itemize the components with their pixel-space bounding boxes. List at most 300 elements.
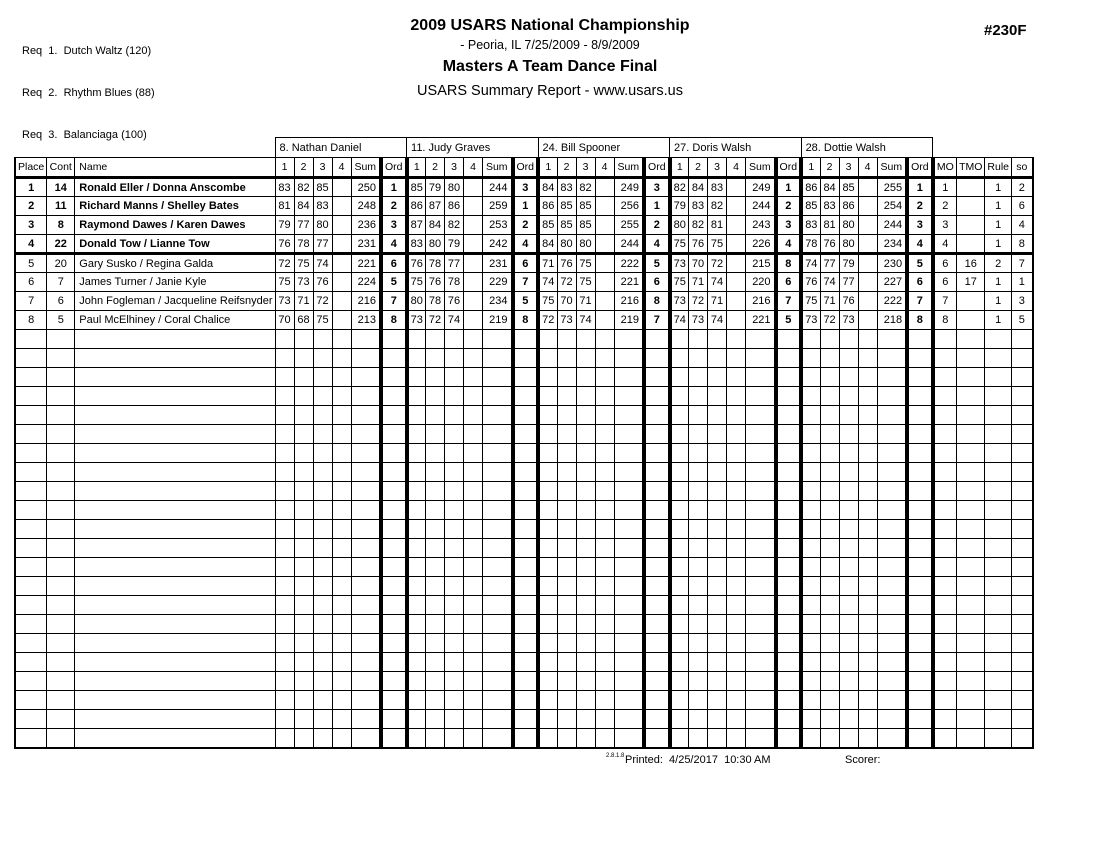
place-cell — [15, 672, 47, 691]
name-cell — [75, 501, 275, 520]
ord-cell: 1 — [513, 197, 539, 216]
score-column-header: 3 — [445, 158, 464, 178]
ord-cell — [776, 406, 802, 425]
score-cell — [464, 178, 483, 197]
ord-cell: 2 — [513, 216, 539, 235]
cont-cell — [47, 672, 75, 691]
score-column-header: 2 — [426, 158, 445, 178]
score-cell — [858, 729, 877, 748]
score-cell — [595, 216, 614, 235]
ord-cell — [381, 425, 407, 444]
judge-row-spacer — [15, 138, 275, 158]
score-cell — [576, 330, 595, 349]
score-cell: 73 — [839, 311, 858, 330]
score-cell: 84 — [538, 178, 557, 197]
score-cell: 80 — [576, 235, 595, 254]
score-cell — [801, 729, 820, 748]
score-cell — [464, 463, 483, 482]
score-cell: 75 — [670, 273, 689, 292]
so-cell: 5 — [1012, 311, 1033, 330]
ord-cell — [381, 558, 407, 577]
score-cell — [858, 710, 877, 729]
sum-cell — [746, 501, 776, 520]
score-cell — [275, 577, 294, 596]
score-cell — [464, 444, 483, 463]
cont-cell — [47, 368, 75, 387]
cont-cell — [47, 501, 75, 520]
tmo-cell — [957, 406, 985, 425]
score-cell — [708, 406, 727, 425]
score-cell: 81 — [708, 216, 727, 235]
empty-row — [15, 463, 1033, 482]
sum-column-header: Sum — [351, 158, 381, 178]
place-cell: 1 — [15, 178, 47, 197]
judge-name-row — [15, 138, 1033, 158]
ord-column-header: Ord — [776, 158, 802, 178]
ord-cell — [513, 349, 539, 368]
score-cell — [689, 425, 708, 444]
sum-cell — [877, 406, 907, 425]
name-cell — [75, 444, 275, 463]
sum-cell — [351, 577, 381, 596]
report-subtitle: USARS Summary Report - www.usars.us — [417, 83, 683, 99]
score-cell — [538, 463, 557, 482]
ord-cell — [776, 387, 802, 406]
score-cell — [557, 387, 576, 406]
sum-cell: 226 — [746, 235, 776, 254]
score-cell — [407, 349, 426, 368]
score-cell: 82 — [445, 216, 464, 235]
score-cell — [464, 216, 483, 235]
cont-cell — [47, 330, 75, 349]
score-cell — [332, 235, 351, 254]
score-cell: 81 — [275, 197, 294, 216]
score-cell — [407, 596, 426, 615]
score-cell — [464, 273, 483, 292]
ord-cell — [776, 330, 802, 349]
ord-cell — [381, 501, 407, 520]
so-cell — [1012, 596, 1033, 615]
so-cell — [1012, 406, 1033, 425]
score-cell — [858, 577, 877, 596]
cont-cell: 8 — [47, 216, 75, 235]
rule-cell — [985, 596, 1012, 615]
score-cell — [313, 444, 332, 463]
empty-row — [15, 653, 1033, 672]
score-cell — [294, 444, 313, 463]
score-cell — [332, 349, 351, 368]
table-row — [15, 292, 1033, 311]
score-cell — [407, 482, 426, 501]
score-cell — [858, 235, 877, 254]
sum-cell — [614, 615, 644, 634]
rule-cell — [985, 539, 1012, 558]
sum-cell — [746, 330, 776, 349]
score-cell — [670, 577, 689, 596]
score-cell — [670, 558, 689, 577]
score-cell — [595, 406, 614, 425]
mo-cell — [933, 368, 957, 387]
score-cell — [727, 425, 746, 444]
ord-cell — [644, 615, 670, 634]
ord-cell — [776, 539, 802, 558]
score-cell — [820, 501, 839, 520]
score-cell — [595, 292, 614, 311]
sum-cell — [877, 387, 907, 406]
score-cell: 83 — [801, 216, 820, 235]
sum-cell: 221 — [614, 273, 644, 292]
cont-cell: 14 — [47, 178, 75, 197]
sum-cell — [351, 330, 381, 349]
score-cell — [464, 710, 483, 729]
sum-cell — [483, 539, 513, 558]
cont-cell — [47, 349, 75, 368]
score-cell — [576, 691, 595, 710]
score-cell — [595, 425, 614, 444]
score-cell — [332, 615, 351, 634]
score-cell: 76 — [445, 292, 464, 311]
score-cell — [801, 463, 820, 482]
score-cell — [538, 368, 557, 387]
score-cell — [407, 387, 426, 406]
sum-cell: 220 — [746, 273, 776, 292]
score-cell: 74 — [670, 311, 689, 330]
tmo-cell — [957, 710, 985, 729]
score-cell — [839, 729, 858, 748]
score-cell — [858, 596, 877, 615]
score-cell — [858, 406, 877, 425]
score-cell — [407, 672, 426, 691]
sum-cell — [877, 596, 907, 615]
score-cell — [801, 330, 820, 349]
score-cell — [538, 596, 557, 615]
score-cell — [820, 539, 839, 558]
score-cell — [538, 482, 557, 501]
printed-timestamp: Printed: 4/25/2017 10:30 AM — [625, 754, 771, 766]
report-footer — [0, 752, 1100, 772]
score-cell — [407, 729, 426, 748]
cont-cell — [47, 615, 75, 634]
score-cell: 70 — [557, 292, 576, 311]
score-cell: 75 — [294, 254, 313, 273]
cont-cell — [47, 406, 75, 425]
score-cell — [426, 425, 445, 444]
score-cell — [332, 577, 351, 596]
score-cell — [294, 482, 313, 501]
ord-cell — [381, 653, 407, 672]
name-cell — [75, 406, 275, 425]
sum-cell — [483, 425, 513, 444]
sum-cell — [877, 691, 907, 710]
ord-cell — [776, 672, 802, 691]
mo-cell — [933, 349, 957, 368]
sum-cell — [877, 330, 907, 349]
mo-cell — [933, 501, 957, 520]
score-cell: 85 — [538, 216, 557, 235]
sum-cell — [614, 501, 644, 520]
score-cell — [708, 539, 727, 558]
score-cell — [275, 634, 294, 653]
empty-row — [15, 558, 1033, 577]
score-cell — [313, 729, 332, 748]
score-cell: 82 — [670, 178, 689, 197]
name-cell — [75, 463, 275, 482]
score-cell: 85 — [801, 197, 820, 216]
score-cell — [858, 387, 877, 406]
place-cell — [15, 577, 47, 596]
score-cell — [426, 539, 445, 558]
so-cell: 8 — [1012, 235, 1033, 254]
ord-cell — [381, 406, 407, 425]
score-cell — [839, 653, 858, 672]
score-cell — [464, 197, 483, 216]
score-column-header: 3 — [576, 158, 595, 178]
tmo-cell — [957, 672, 985, 691]
sum-cell — [746, 463, 776, 482]
score-cell — [801, 615, 820, 634]
so-cell — [1012, 558, 1033, 577]
score-cell: 82 — [689, 216, 708, 235]
score-cell — [332, 482, 351, 501]
place-cell — [15, 482, 47, 501]
score-cell: 74 — [708, 273, 727, 292]
cont-cell — [47, 387, 75, 406]
score-cell — [839, 368, 858, 387]
score-cell — [689, 520, 708, 539]
score-cell: 76 — [313, 273, 332, 292]
ord-cell: 3 — [907, 216, 933, 235]
score-cell — [576, 444, 595, 463]
sum-cell — [351, 349, 381, 368]
sum-column-header: Sum — [746, 158, 776, 178]
sum-cell — [614, 463, 644, 482]
score-cell — [464, 406, 483, 425]
sum-cell: 218 — [877, 311, 907, 330]
score-cell — [689, 463, 708, 482]
tmo-cell — [957, 330, 985, 349]
score-cell: 73 — [670, 292, 689, 311]
sum-cell — [351, 558, 381, 577]
ord-cell: 4 — [513, 235, 539, 254]
sum-cell — [746, 615, 776, 634]
rule-cell: 2 — [985, 254, 1012, 273]
name-cell: Richard Manns / Shelley Bates — [75, 197, 275, 216]
score-cell — [708, 710, 727, 729]
score-cell — [708, 672, 727, 691]
sum-cell — [614, 691, 644, 710]
sum-cell — [614, 634, 644, 653]
rule-cell — [985, 691, 1012, 710]
score-cell: 83 — [275, 178, 294, 197]
score-cell — [332, 406, 351, 425]
ord-cell: 4 — [644, 235, 670, 254]
score-cell — [595, 710, 614, 729]
ord-cell — [776, 653, 802, 672]
score-column-header: 1 — [275, 158, 294, 178]
sum-cell — [351, 501, 381, 520]
score-cell — [557, 463, 576, 482]
sum-cell — [877, 349, 907, 368]
cont-cell — [47, 444, 75, 463]
score-cell — [727, 178, 746, 197]
ord-cell: 7 — [381, 292, 407, 311]
score-cell: 74 — [576, 311, 595, 330]
score-cell — [595, 577, 614, 596]
score-cell: 73 — [670, 254, 689, 273]
score-cell — [464, 501, 483, 520]
score-cell — [595, 368, 614, 387]
score-cell: 75 — [313, 311, 332, 330]
score-cell — [275, 349, 294, 368]
score-cell — [727, 216, 746, 235]
ord-cell — [381, 444, 407, 463]
score-cell — [670, 634, 689, 653]
mo-cell: 4 — [933, 235, 957, 254]
sum-cell — [351, 634, 381, 653]
location-dates: - Peoria, IL 7/25/2009 - 8/9/2009 — [460, 38, 640, 52]
ord-cell — [776, 729, 802, 748]
score-cell — [445, 482, 464, 501]
table-row — [15, 311, 1033, 330]
score-cell — [708, 558, 727, 577]
sum-cell — [351, 615, 381, 634]
score-cell — [727, 501, 746, 520]
score-cell — [727, 349, 746, 368]
score-cell — [426, 672, 445, 691]
empty-row — [15, 539, 1033, 558]
ord-cell: 4 — [381, 235, 407, 254]
score-cell — [332, 311, 351, 330]
ord-cell: 4 — [776, 235, 802, 254]
score-cell: 75 — [576, 254, 595, 273]
score-cell — [839, 463, 858, 482]
tmo-cell — [957, 691, 985, 710]
rule-cell: 1 — [985, 197, 1012, 216]
score-cell: 72 — [538, 311, 557, 330]
place-cell: 5 — [15, 254, 47, 273]
score-cell — [576, 539, 595, 558]
empty-row — [15, 672, 1033, 691]
score-cell — [727, 710, 746, 729]
score-cell — [445, 330, 464, 349]
score-cell — [708, 653, 727, 672]
score-cell: 80 — [557, 235, 576, 254]
name-cell — [75, 596, 275, 615]
mo-cell — [933, 425, 957, 444]
score-cell — [727, 311, 746, 330]
score-cell — [839, 539, 858, 558]
score-column-header: 1 — [670, 158, 689, 178]
score-cell — [445, 615, 464, 634]
score-cell — [332, 672, 351, 691]
table-row — [15, 178, 1033, 197]
table-row — [15, 216, 1033, 235]
score-cell — [595, 178, 614, 197]
empty-row — [15, 520, 1033, 539]
cont-cell — [47, 463, 75, 482]
ord-cell — [907, 710, 933, 729]
score-cell — [294, 330, 313, 349]
ord-cell — [513, 558, 539, 577]
score-cell — [670, 710, 689, 729]
score-cell: 73 — [275, 292, 294, 311]
score-cell — [595, 235, 614, 254]
score-cell — [595, 463, 614, 482]
score-cell — [332, 330, 351, 349]
requirement-line: Req 2. Rhythm Blues (88) — [22, 87, 155, 99]
mo-cell — [933, 577, 957, 596]
score-cell: 84 — [294, 197, 313, 216]
ord-cell — [907, 501, 933, 520]
ord-cell — [644, 653, 670, 672]
score-cell — [445, 672, 464, 691]
sum-cell — [351, 425, 381, 444]
score-cell — [332, 729, 351, 748]
place-cell — [15, 558, 47, 577]
score-column-header: 4 — [595, 158, 614, 178]
sum-cell: 236 — [351, 216, 381, 235]
ord-cell: 7 — [513, 273, 539, 292]
score-cell — [313, 349, 332, 368]
score-cell — [801, 520, 820, 539]
score-cell — [708, 425, 727, 444]
mo-cell: 2 — [933, 197, 957, 216]
score-cell: 68 — [294, 311, 313, 330]
score-cell — [839, 615, 858, 634]
score-cell — [294, 463, 313, 482]
score-cell — [275, 520, 294, 539]
score-cell — [538, 691, 557, 710]
ord-cell — [644, 444, 670, 463]
sum-cell: 222 — [877, 292, 907, 311]
score-cell — [538, 349, 557, 368]
sum-cell: 244 — [746, 197, 776, 216]
score-cell — [820, 425, 839, 444]
score-cell — [801, 444, 820, 463]
place-cell — [15, 501, 47, 520]
score-cell — [858, 254, 877, 273]
score-cell — [275, 330, 294, 349]
sum-cell — [483, 691, 513, 710]
mo-cell — [933, 615, 957, 634]
score-cell — [464, 577, 483, 596]
ord-cell — [513, 577, 539, 596]
so-cell — [1012, 634, 1033, 653]
name-cell — [75, 729, 275, 748]
cont-cell — [47, 653, 75, 672]
ord-cell — [513, 615, 539, 634]
place-column-header: Place — [15, 158, 47, 178]
place-cell — [15, 406, 47, 425]
score-cell: 73 — [689, 311, 708, 330]
sum-cell: 243 — [746, 216, 776, 235]
mo-cell — [933, 482, 957, 501]
table-head — [15, 138, 1033, 178]
score-cell — [275, 615, 294, 634]
judge-header: 28. Dottie Walsh — [801, 138, 933, 158]
cont-cell — [47, 634, 75, 653]
judge-row-spacer — [933, 138, 1033, 158]
rule-cell — [985, 520, 1012, 539]
score-cell — [332, 520, 351, 539]
score-cell — [858, 292, 877, 311]
score-cell — [727, 615, 746, 634]
name-cell — [75, 330, 275, 349]
sum-cell — [746, 444, 776, 463]
score-cell — [557, 349, 576, 368]
score-cell — [275, 368, 294, 387]
score-cell — [332, 387, 351, 406]
